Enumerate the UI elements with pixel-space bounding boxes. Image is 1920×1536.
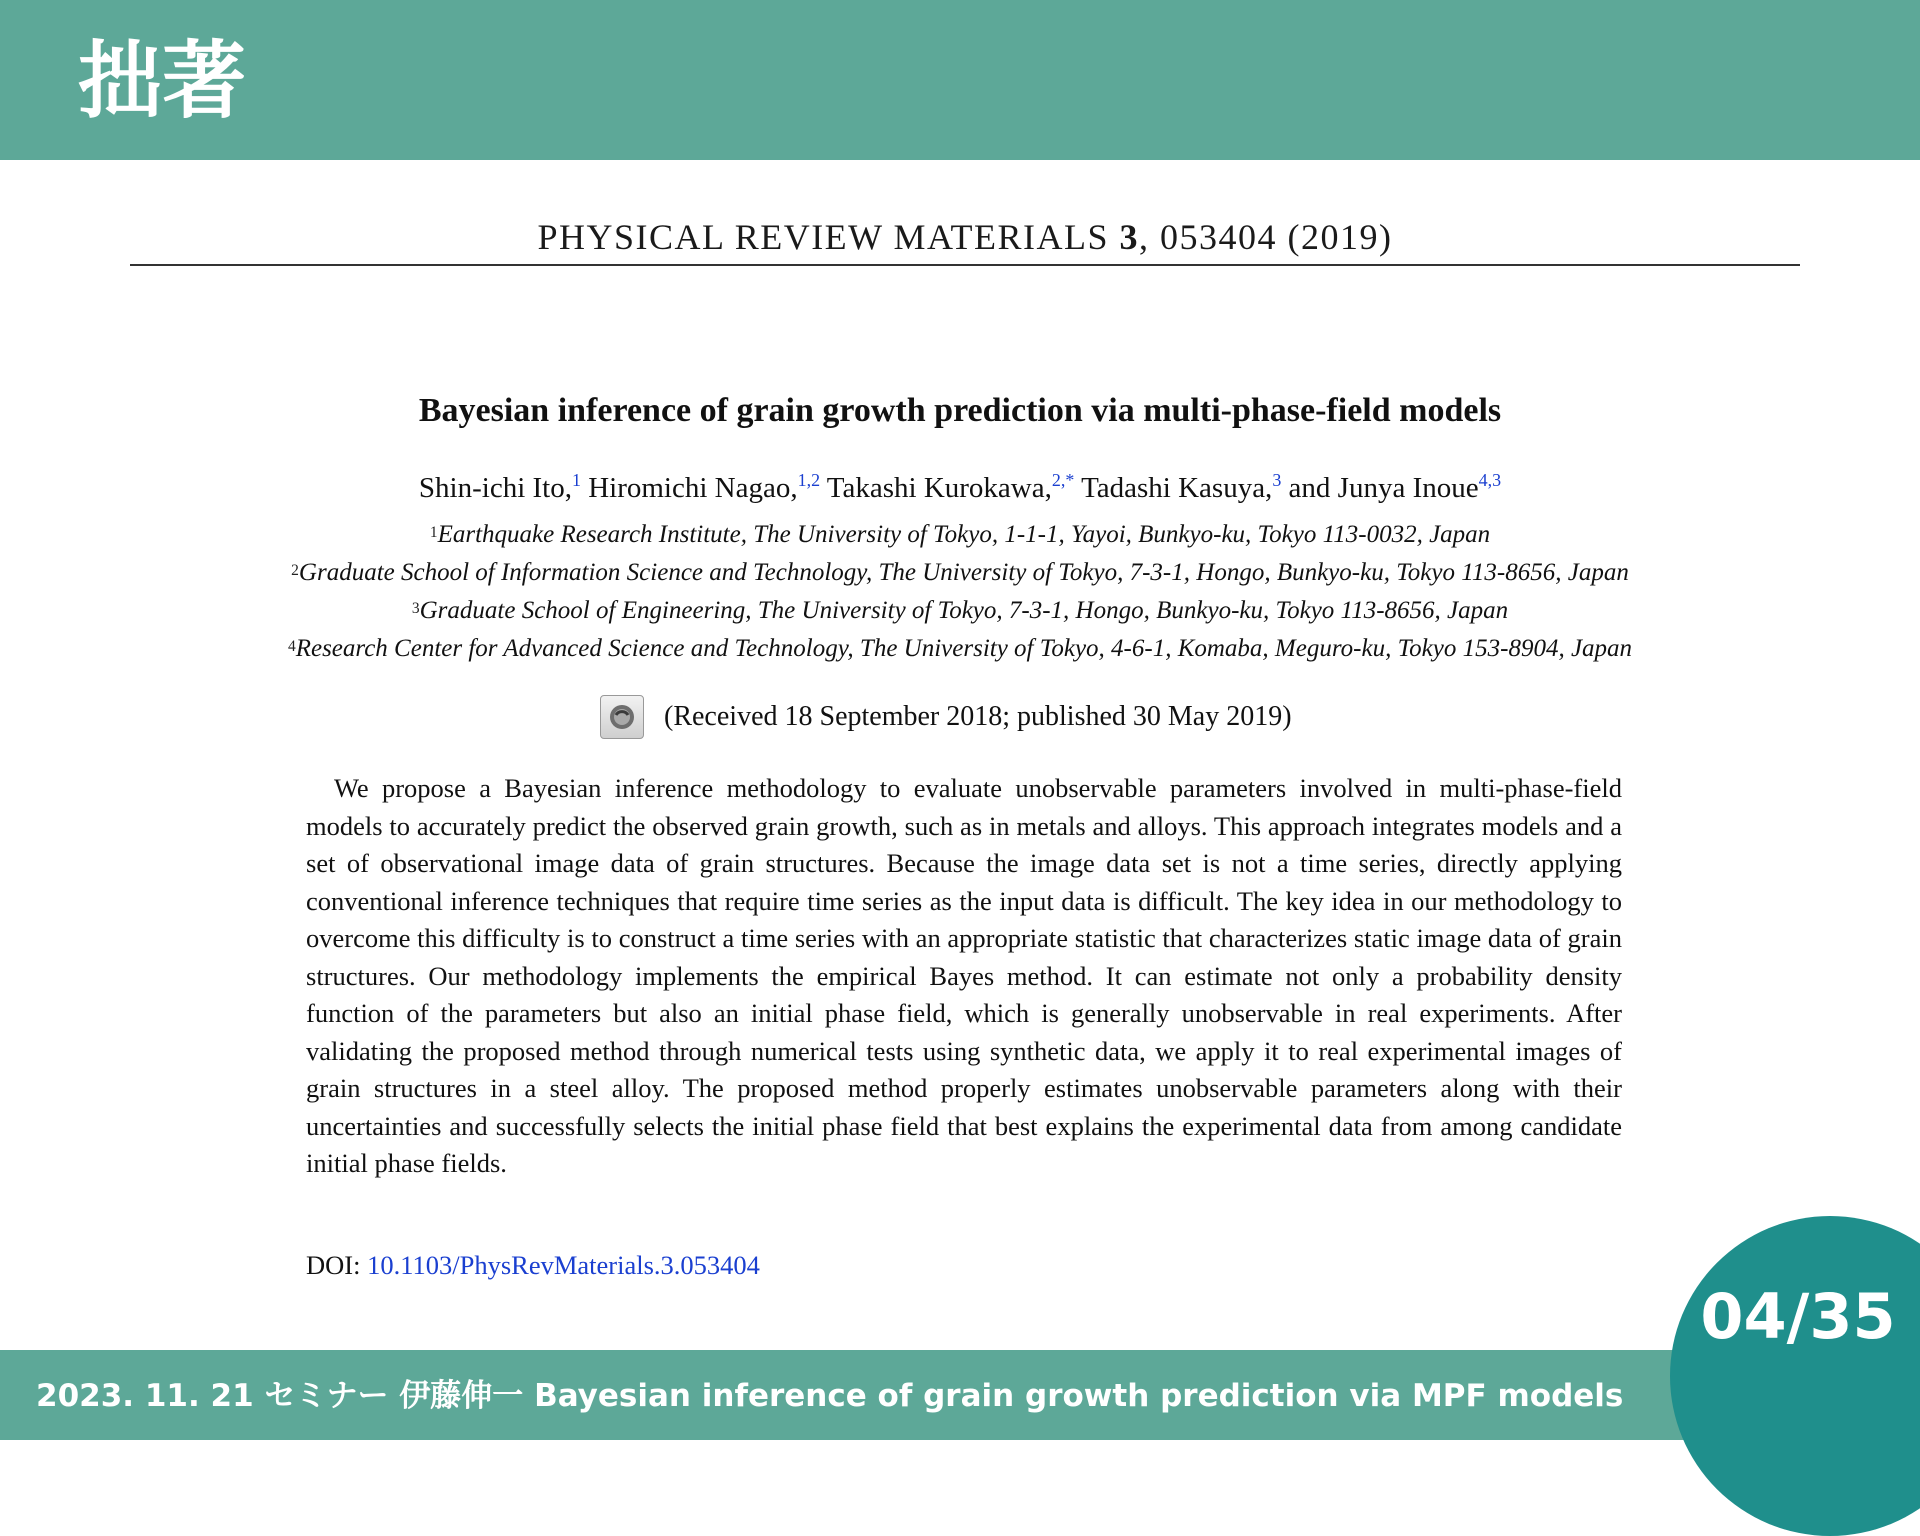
- paper-title: Bayesian inference of grain growth prediction via multi-phase-field models: [418, 392, 1502, 429]
- paper-screenshot: [0, 160, 1920, 1350]
- header-bar: [0, 0, 1920, 160]
- crossmark-glyph: [606, 701, 638, 733]
- affiliation-text: Graduate School of Information Science and Technology, The University of Tokyo, 7-3-1, Hongo, Bunkyo-ku, Tokyo 113-8656, Japan: [298, 559, 1629, 586]
- author-name: Takashi Kurokawa,: [826, 472, 1052, 504]
- author-list: [160, 472, 1760, 505]
- affiliation-number: 3: [411, 600, 420, 617]
- author: [827, 472, 1075, 504]
- affiliation-number: 4: [287, 638, 296, 655]
- author-name: Tadashi Kasuya,: [1081, 472, 1273, 504]
- author-name: Hiromichi Nagao,: [588, 472, 798, 504]
- journal-name: PHYSICAL REVIEW MATERIALS: [537, 217, 1110, 257]
- doi-label: DOI:: [306, 1250, 361, 1280]
- author: [1289, 472, 1502, 504]
- page-number: 04/35: [1700, 1280, 1896, 1353]
- received-dates: (Received 18 September 2018; published 30 May 2019): [664, 701, 1292, 732]
- affiliation: [120, 554, 1800, 592]
- slide-title: 拙著: [78, 32, 247, 130]
- header-rule: [130, 264, 1800, 266]
- author-name: Shin-ichi Ito,: [418, 472, 572, 504]
- author-affiliation-mark[interactable]: 3: [1272, 470, 1282, 490]
- affiliation-text: Earthquake Research Institute, The University of Tokyo, 1-1-1, Yayoi, Bunkyo-ku, Tokyo 113-0032, Japan: [437, 521, 1491, 548]
- journal-article-year: , 053404 (2019): [1139, 217, 1393, 257]
- affiliation-text: Graduate School of Engineering, The University of Tokyo, 7-3-1, Hongo, Bunkyo-ku, Tokyo 113-8656, Japan: [419, 597, 1509, 624]
- footer-text: 2023. 11. 21 セミナー 伊藤伸一 Bayesian inference of grain growth prediction via MPF models: [36, 1378, 1624, 1414]
- author: [588, 472, 820, 504]
- abstract: We propose a Bayesian inference methodology to evaluate unobservable parameters involved in multi-phase-field models to accurately predict the observed grain growth, such as in metals and alloys. This approach integrates models and a set of observational image data of grain structures. Because the image data set is not a time series, directly applying conventional inference techniques that require time series as the input data is difficult. The key idea in our methodology to overcome this difficulty is to construct a time series with an appropriate statistic that characterizes static image data of grain structures. Our methodology implements the empirical Bayes method. It can estimate not only a probability density function of the parameters but also an initial phase field, which is generally unobservable in real experiments. After validating the proposed method through numerical tests using synthetic data, we apply it to real experimental images of grain structures in a steel alloy. The proposed method properly estimates unobservable parameters along with their uncertainties and successfully selects the initial phase field that best explains the experimental data from among candidate initial phase fields.: [306, 773, 1622, 1178]
- affiliation-number: 2: [291, 562, 299, 579]
- affiliation-number: 1: [429, 524, 438, 541]
- journal-citation: [130, 216, 1800, 258]
- affiliation: [120, 630, 1800, 668]
- crossmark-icon[interactable]: [600, 695, 644, 739]
- doi-line: [306, 1250, 760, 1281]
- author-affiliation-mark[interactable]: 4,3: [1478, 470, 1502, 490]
- journal-volume: 3: [1119, 217, 1140, 257]
- affiliation-list: [120, 516, 1800, 668]
- author: [419, 472, 581, 504]
- received-row: [600, 694, 1340, 740]
- author-name: and Junya Inoue: [1288, 472, 1479, 504]
- doi-link[interactable]: 10.1103/PhysRevMaterials.3.053404: [367, 1250, 760, 1280]
- affiliation: [120, 516, 1800, 554]
- affiliation-text: Research Center for Advanced Science and Technology, The University of Tokyo, 4-6-1, Komaba, Meguro-ku, Tokyo 153-8904, Japan: [295, 635, 1633, 662]
- affiliation: [120, 592, 1800, 630]
- author-affiliation-mark[interactable]: 1,2: [797, 470, 821, 490]
- author-affiliation-mark[interactable]: 2,*: [1051, 470, 1075, 490]
- author-affiliation-mark[interactable]: 1: [571, 470, 581, 490]
- author: [1081, 472, 1281, 504]
